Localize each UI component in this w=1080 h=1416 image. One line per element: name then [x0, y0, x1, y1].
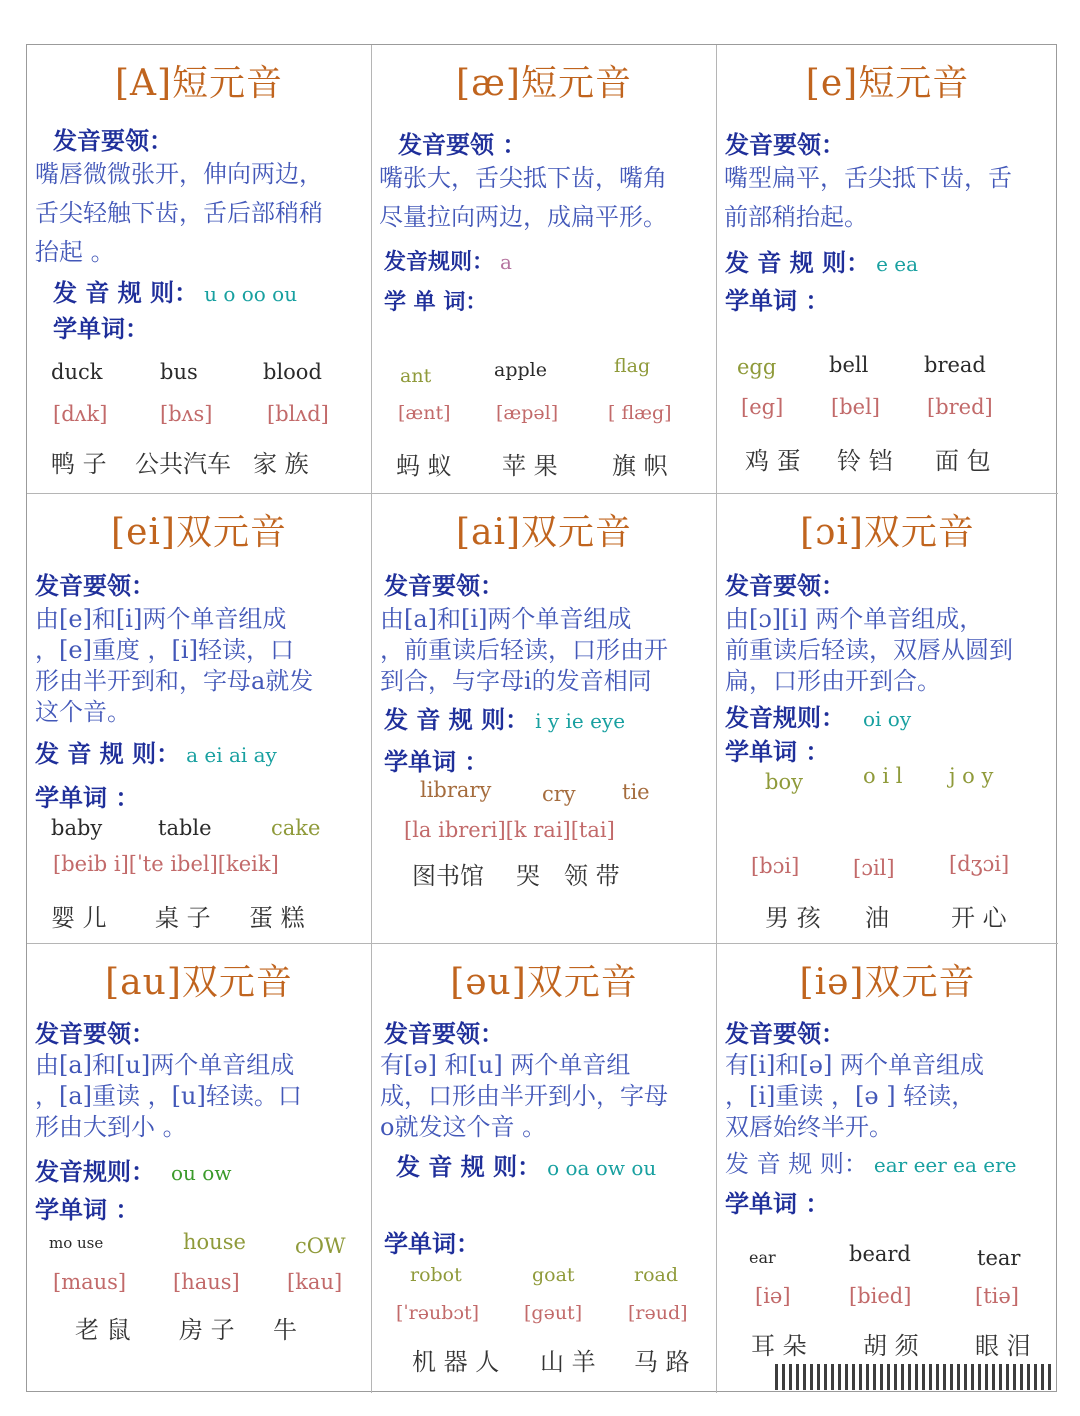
cell-title: [ai]双元音	[455, 512, 633, 553]
cell-title: [au]双元音	[105, 962, 293, 1003]
phonetic: [bied]	[849, 1284, 912, 1308]
phonetic: [bel]	[831, 395, 880, 419]
meaning: 机 器 人	[412, 1348, 500, 1376]
phonetic: [bɔi]	[751, 854, 800, 878]
rule-line: 发音规则： oi oy	[725, 703, 912, 732]
phonetic: [tiə]	[975, 1284, 1019, 1308]
word: tear	[977, 1246, 1021, 1270]
meaning: 房 子	[179, 1316, 235, 1344]
word: egg	[737, 355, 777, 379]
phonetic: [bʌs]	[160, 402, 213, 426]
tips-text: 嘴唇微微张开，伸向两边， 舌尖轻触下齿，舌后部稍稍 抬起 。	[35, 160, 323, 266]
words-heading: 学单词：	[384, 1229, 480, 1258]
phonetic: [iə]	[755, 1284, 791, 1308]
tips-heading: 发音要领：	[725, 1019, 845, 1048]
tips-heading: 发音要领：	[35, 1019, 155, 1048]
word: boy	[765, 770, 803, 794]
meaning: 苹 果	[502, 452, 558, 480]
word: house	[183, 1230, 246, 1254]
phonetic: [bred]	[927, 395, 993, 419]
rule-line: 发 音 规 则： a ei ai ay	[35, 739, 277, 768]
meaning: 蛋 糕	[249, 904, 305, 932]
meaning: 旗 帜	[612, 452, 668, 480]
phonetic: [ɔil]	[853, 856, 895, 880]
tips-text: 有[i]和[ə] 两个单音组成 ，[i]重读 ，[ə ] 轻读， 双唇始终半开。	[725, 1051, 984, 1141]
rule-line: 发音规则： ou ow	[35, 1157, 232, 1186]
word: library	[420, 778, 492, 802]
tips-text: 由[a]和[u]两个单音组成 ，[a]重读 ，[u]轻读。口 形由大到小 。	[35, 1051, 302, 1141]
word: bread	[924, 353, 986, 377]
words-heading: 学单词 ：	[35, 1195, 140, 1224]
meaning: 眼 泪	[975, 1332, 1031, 1360]
phonetic: [ˈrəubɔt]	[396, 1302, 480, 1324]
words-heading: 学 单 词：	[384, 289, 488, 315]
meaning: 鸭 子	[51, 450, 107, 478]
tips-text: 嘴张大，舌尖抵下齿，嘴角 尽量拉向两边，成扁平形。	[379, 164, 667, 231]
meaning: 胡 须	[863, 1332, 919, 1360]
meaning: 家 族	[253, 450, 309, 478]
watermark-scribble	[775, 1364, 1055, 1390]
word: duck	[51, 360, 103, 384]
meaning: 鸡 蛋	[745, 447, 801, 475]
word: bus	[160, 360, 198, 384]
word: cOW	[295, 1234, 346, 1258]
cell-diphthong-ei	[27, 494, 372, 944]
cell-title: [əu]双元音	[450, 962, 638, 1003]
meaning: 耳 朵	[751, 1332, 807, 1360]
tips-text: 由[e]和[i]两个单音组成 ，[e]重度 ，[i]轻读，口 形由半开到和，字母a就发 这个音。	[35, 605, 314, 726]
phonetic: [haus]	[173, 1270, 240, 1294]
tips-heading: 发音要领：	[384, 1019, 504, 1048]
phonetic: [eg]	[741, 395, 784, 419]
meaning: 哭	[516, 862, 540, 890]
rule-line: 发 音 规 则： o oa ow ou	[396, 1152, 657, 1181]
meaning: 牛	[273, 1316, 297, 1344]
words-heading: 学单词 ：	[725, 1189, 830, 1218]
word: ear	[749, 1248, 776, 1267]
rule-line: 发 音 规 则： i y ie eye	[384, 705, 626, 734]
word: bell	[829, 353, 869, 377]
rule-line: 发 音 规 则： u o oo ou	[53, 278, 298, 307]
tips-heading: 发音要领 ：	[398, 130, 527, 159]
word: table	[158, 816, 212, 840]
meaning: 桌 子	[155, 904, 211, 932]
word: tie	[622, 780, 650, 804]
word: robot	[410, 1264, 462, 1286]
word: blood	[263, 360, 322, 384]
tips-heading: 发音要领：	[384, 571, 504, 600]
phonetic: [rəud]	[628, 1302, 688, 1324]
cell-diphthong-ie	[717, 944, 1058, 1393]
tips-text: 嘴型扁平，舌尖抵下齿，舌 前部稍抬起。	[724, 164, 1012, 231]
meaning: 马 路	[634, 1348, 690, 1376]
phonetic: [ænt]	[398, 402, 451, 424]
phonetic: [maus]	[53, 1270, 127, 1294]
rule-line: 发音规则： a	[384, 249, 512, 275]
meaning: 开 心	[951, 904, 1007, 932]
word: goat	[532, 1264, 575, 1286]
cell-title: [iə]双元音	[799, 962, 976, 1003]
word: mo use	[49, 1234, 104, 1252]
phonetic: [dʌk]	[53, 402, 108, 426]
meaning: 油	[865, 904, 889, 932]
tips-heading: 发音要领：	[725, 571, 845, 600]
phonetic: [kau]	[287, 1270, 343, 1294]
cell-short-ae	[372, 45, 717, 494]
meaning: 蚂 蚁	[396, 452, 452, 480]
cell-short-e	[717, 45, 1058, 494]
tips-text: 由[a]和[i]两个单音组成 ，前重读后轻读，口形由开 到合，与字母i的发音相同	[380, 605, 668, 695]
word: cake	[271, 816, 321, 840]
phonetic: [dʒɔi]	[949, 852, 1010, 876]
rule-line: 发 音 规 则： ear eer ea ere	[725, 1150, 1017, 1178]
meaning: 男 孩	[765, 904, 821, 932]
rule-line: 发 音 规 则： e ea	[725, 248, 919, 277]
tips-heading: 发音要领：	[725, 130, 845, 159]
phonetic: [ flæg]	[608, 402, 672, 424]
cell-diphthong-au	[27, 944, 372, 1393]
word: ant	[400, 365, 432, 387]
tips-text: 有[ə] 和[u] 两个单音组 成，口形由半开到小，字母 o就发这个音 。	[380, 1051, 668, 1141]
word: o i l	[863, 764, 903, 788]
cell-title: [A]短元音	[114, 63, 284, 104]
word: road	[634, 1264, 679, 1286]
words-heading: 学单词 ：	[725, 286, 830, 315]
words-heading: 学单词 ：	[35, 783, 140, 812]
cell-diphthong-ai	[372, 494, 717, 944]
word: flag	[614, 355, 651, 377]
phonetic: [blʌd]	[267, 402, 329, 426]
words-heading: 学单词 ：	[384, 747, 489, 776]
phonetic: [gəut]	[524, 1302, 583, 1324]
tips-heading: 发音要领：	[35, 571, 155, 600]
word: cry	[542, 782, 576, 806]
words-heading: 学单词：	[53, 314, 149, 343]
cell-diphthong-eu	[372, 944, 717, 1393]
meaning: 领 带	[564, 862, 620, 890]
tips-text: 由[ɔ][i] 两个单音组成， 前重读后轻读，双唇从圆到 扁，口形由开到合。	[725, 605, 1013, 695]
phonetic: [æpəl]	[496, 402, 559, 424]
cell-short-a	[27, 45, 372, 494]
word: apple	[494, 359, 547, 381]
meaning: 面 包	[935, 447, 991, 475]
cell-title: [e]短元音	[805, 63, 970, 104]
meaning: 公共汽车	[135, 450, 231, 478]
phonics-chart	[26, 44, 1057, 1392]
meaning: 老 鼠	[75, 1316, 131, 1344]
cell-title: [æ]短元音	[456, 63, 632, 104]
words-heading: 学单词 ：	[725, 737, 830, 766]
word: baby	[51, 816, 103, 840]
phonetic: [la ibreri][k rai][tai]	[404, 818, 615, 842]
meaning: 图书馆	[412, 862, 484, 890]
cell-diphthong-oi	[717, 494, 1058, 944]
word: beard	[849, 1242, 911, 1266]
tips-heading: 发音要领：	[53, 126, 173, 155]
cell-title: [ɔi]双元音	[800, 512, 975, 553]
meaning: 婴 儿	[51, 904, 107, 932]
word: j o y	[949, 764, 994, 788]
meaning: 铃 铛	[837, 447, 893, 475]
cell-title: [ei]双元音	[111, 512, 287, 553]
meaning: 山 羊	[540, 1348, 596, 1376]
phonetic: [beib i][ˈte ibel][keik]	[53, 852, 279, 876]
